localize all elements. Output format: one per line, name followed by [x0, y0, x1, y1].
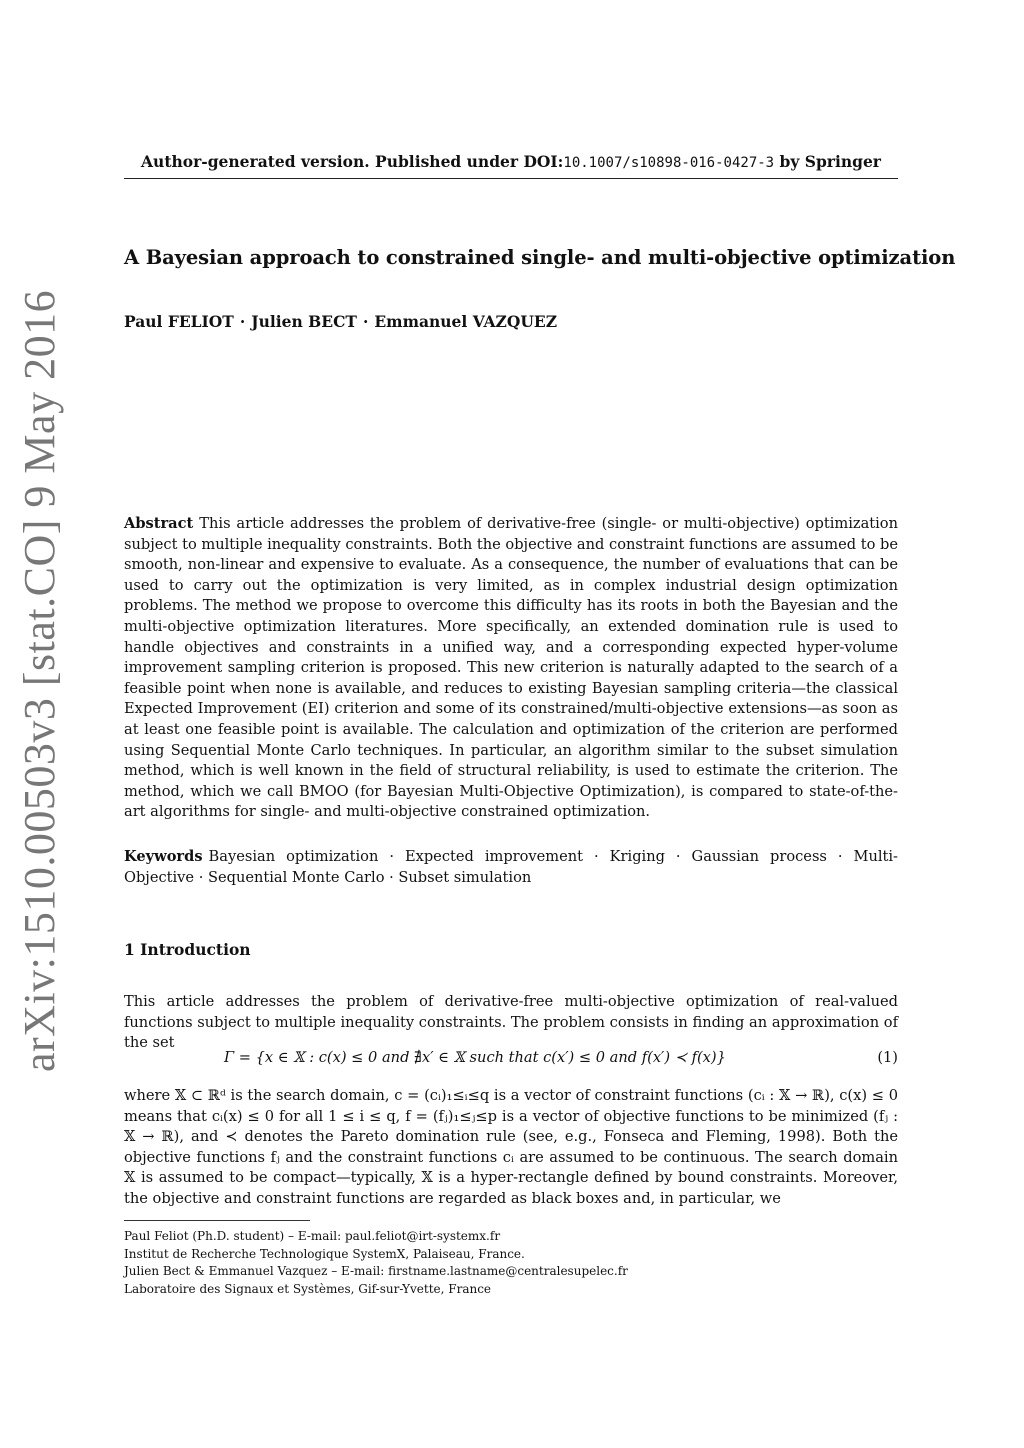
doi-link[interactable]: 10.1007/s10898-016-0427-3 [563, 155, 775, 171]
author-name: Paul FELIOT [124, 312, 234, 331]
author-name: Emmanuel VAZQUEZ [374, 312, 558, 331]
footnote-line: Institut de Recherche Technologique SystemX, Palaiseau, France. [124, 1246, 525, 1261]
equation-1 [124, 1049, 898, 1071]
header-rule [124, 178, 898, 179]
author-separator: · [239, 312, 246, 331]
equation-body: Γ = {x ∈ 𝕏 : c(x) ≤ 0 and ∄x′ ∈ 𝕏 such that c(x′) ≤ 0 and f(x′) ≺ f(x)} [224, 1049, 726, 1066]
author-list [124, 312, 557, 331]
footnote-line: Paul Feliot (Ph.D. student) – E-mail: paul.feliot@irt-systemx.fr [124, 1229, 501, 1243]
keywords-label: Keywords [124, 848, 203, 865]
abstract [124, 514, 898, 823]
footnote-rule [124, 1220, 310, 1221]
intro-paragraph: This article addresses the problem of derivative-free multi-objective optimization of real-valued functions subject to multiple inequality constraints. The problem consists in finding an approximation of the set [124, 993, 898, 1052]
header-suffix: by Springer [774, 152, 881, 171]
header-prefix: Author-generated version. Published under DOI: [141, 152, 564, 171]
footnotes [124, 1228, 898, 1298]
author-separator: · [362, 312, 369, 331]
footnote-line: Julien Bect & Emmanuel Vazquez – E-mail: firstname.lastname@centralesupelec.fr [124, 1264, 628, 1278]
keywords [124, 847, 898, 888]
abstract-text: This article addresses the problem of derivative-free (single- or multi-objective) optimization subject to multiple inequality constraints. Both the objective and constraint functions are assumed to be smooth, non-linear and expensive to evaluate. As a consequence, the number of evaluations that can be used to carry out the optimization is very limited, as in complex industrial design optimization problems. The method we propose to overcome this difficulty has its roots in both the Bayesian and the multi-objective optimization literatures. More specifically, an extended domination rule is used to handle objectives and constraints in a unified way, and a corresponding expected hyper-volume improvement sampling criterion is proposed. This new criterion is naturally adapted to the search of a feasible point when none is available, and reduces to existing Bayesian sampling criteria—the classical Expected Improvement (EI) criterion and some of its constrained/multi-objective extensions—as soon as at least one feasible point is available. The calculation and optimization of the criterion are performed using Sequential Monte Carlo techniques. In particular, an algorithm similar to the subset simulation method, which is well known in the field of structural reliability, is used to estimate the criterion. The method, which we call BMOO (for Bayesian Multi-Objective Optimization), is compared to state-of-the-art algorithms for single- and multi-objective constrained optimization. [124, 515, 898, 821]
keywords-text: Bayesian optimization · Expected improvement · Kriging · Gaussian process · Multi-Objective · Sequential Monte Carlo · Subset simulation [124, 848, 898, 886]
section-heading: 1 Introduction [124, 940, 251, 959]
author-name: Julien BECT [251, 312, 357, 331]
abstract-label: Abstract [124, 515, 194, 532]
footnote-line: Laboratoire des Signaux et Systèmes, Gif-sur-Yvette, France [124, 1281, 492, 1296]
paper-title: A Bayesian approach to constrained single- and multi-objective optimization [124, 246, 956, 269]
equation-number: (1) [877, 1049, 898, 1066]
intro-paragraph: where 𝕏 ⊂ ℝᵈ is the search domain, c = (cᵢ)₁≤ᵢ≤q is a vector of constraint functions (cᵢ : 𝕏 → ℝ), c(x) ≤ 0 means that cᵢ(x) ≤ 0 for all 1 ≤ i ≤ q, f = (fⱼ)₁≤ⱼ≤p is a vector of objective functions to be minimized (fⱼ : 𝕏 → ℝ), and ≺ denotes the Pareto domination rule (see, e.g., Fonseca and Fleming, 1998). Both the objective functions fⱼ and the constraint functions cᵢ are assumed to be continuous. The search domain 𝕏 is assumed to be compact—typically, 𝕏 is a hyper-rectangle defined by bound constraints. Moreover, the objective and constraint functions are regarded as black boxes and, in particular, we [124, 1087, 898, 1207]
doi-header [124, 152, 898, 171]
arxiv-stamp: arXiv:1510.00503v3 [stat.CO] 9 May 2016 [15, 289, 64, 1072]
